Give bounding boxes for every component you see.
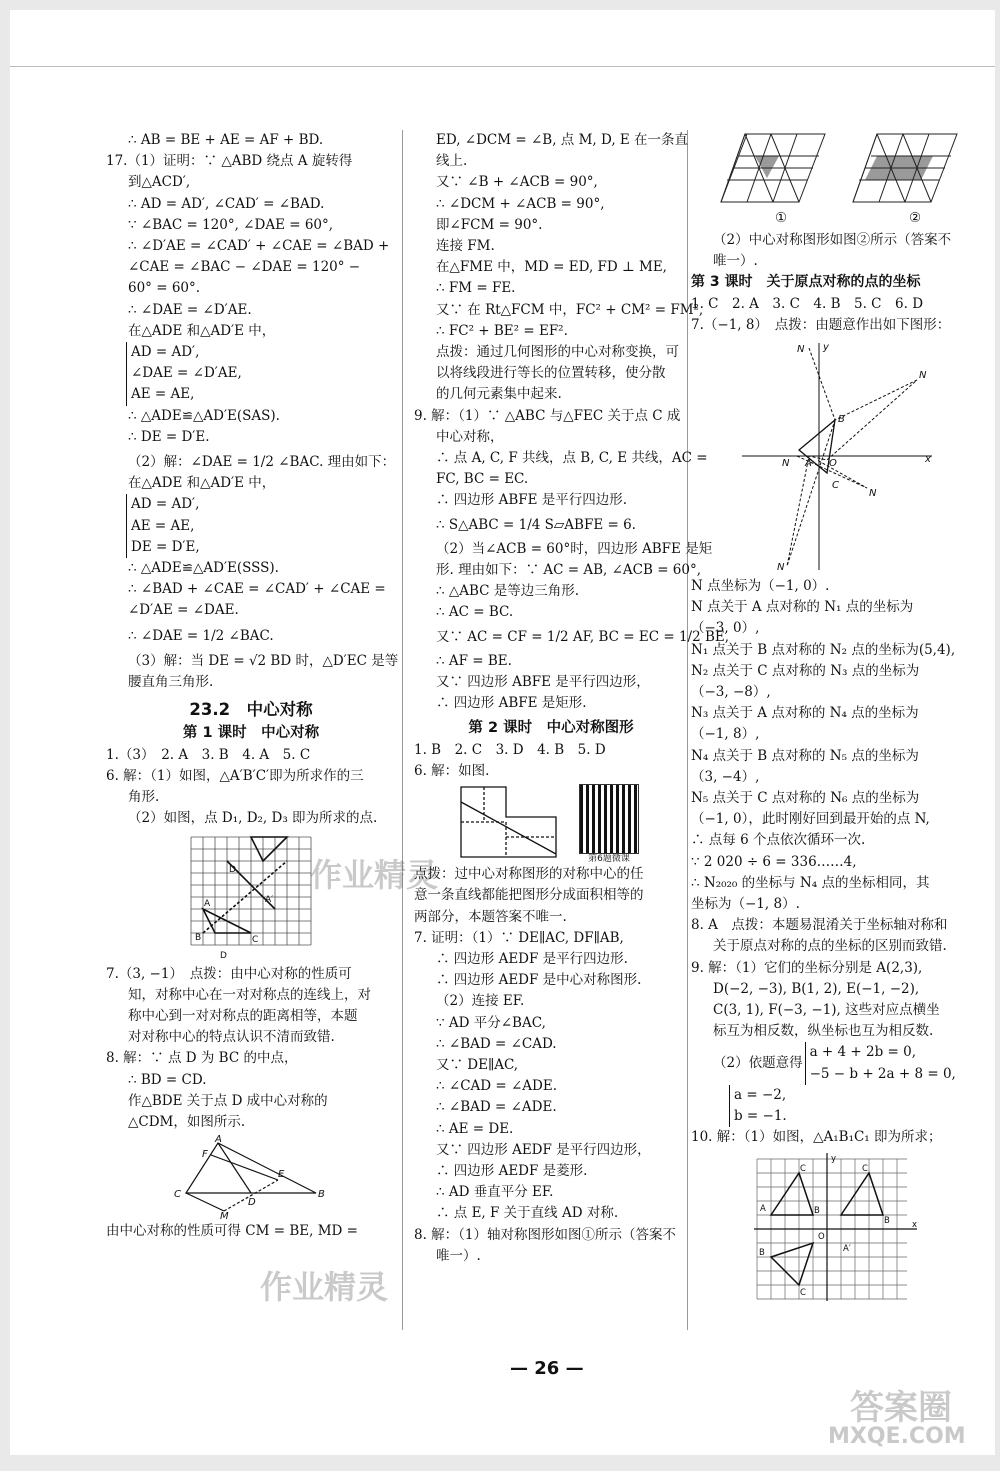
text-line: ∴ AD 垂直平分 EF.	[436, 1184, 554, 1201]
text-line: ∴ AC = BC.	[436, 604, 514, 621]
equation-system	[805, 1042, 956, 1084]
text-line: 即∠FCM = 90°.	[436, 216, 543, 233]
equation-system	[126, 494, 396, 558]
text-line: a + 4 + 2b = 0,	[809, 1044, 917, 1061]
text-line: 又∵ DE∥AC,	[436, 1056, 519, 1073]
figure-label: ②	[909, 210, 922, 226]
page-number: — 26 —	[510, 1358, 584, 1379]
svg-text:B: B	[759, 1247, 765, 1258]
svg-text:E: E	[278, 1169, 285, 1181]
text-line: 两部分，本题答案不唯一.	[414, 908, 567, 925]
text-line: N₅ 点关于 C 点对称的 N₆ 点的坐标为	[691, 790, 920, 807]
svg-text:y: y	[823, 342, 829, 354]
text-line: ∴ △ADE≌△AD′E(SAS).	[128, 407, 280, 424]
text-line: AE = AE,	[131, 517, 195, 534]
text-line: ∴ 四边形 AEDF 是菱形.	[436, 1162, 588, 1179]
text-line: FC, BC = EC.	[436, 471, 529, 488]
text-line: （2）依题意得	[713, 1055, 803, 1072]
text-line: N 点坐标为（−1, 0）.	[691, 578, 830, 595]
rhombus-figure-1	[719, 132, 829, 206]
text-line: 唯一）.	[713, 253, 758, 270]
text-line: ∴ ∠BAD = ∠CAD.	[436, 1035, 557, 1052]
text-line: 由中心对称的性质可得 CM = BE, MD =	[106, 1223, 358, 1240]
text-line: （2）如图，点 D₁, D₂, D₃ 即为所求的点.	[128, 810, 378, 827]
text-line: ∵ 2 020 ÷ 6 = 336……4,	[691, 853, 857, 870]
svg-text:D: D	[220, 950, 227, 961]
svg-text:B: B	[838, 414, 845, 426]
text-line: ∴ 点 A, C, F 共线，点 B, C, E 共线，AC =	[436, 450, 708, 467]
text-line: （2）当∠ACB = 60°时，四边形 ABFE 是矩	[436, 540, 713, 557]
figure-label: ①	[775, 210, 788, 226]
svg-text:N: N	[797, 344, 805, 356]
text-line: ∴ 四边形 AEDF 是中心对称图形.	[436, 972, 642, 989]
text-line: b = −1.	[734, 1108, 787, 1125]
text-line: 在△ADE 和△AD′E 中，	[128, 475, 276, 492]
text-line: 线上.	[436, 153, 468, 170]
svg-text:B: B	[814, 1205, 820, 1216]
text-line: 7. 证明：（1）∵ DE∥AC, DF∥AB,	[414, 929, 624, 946]
text-line: ∴ BD = CD.	[128, 1071, 207, 1088]
text-line: ∴ ∠CAD = ∠ADE.	[436, 1078, 558, 1095]
section-title: 23.2 中心对称	[189, 700, 313, 720]
text-line: 又∵ 在 Rt△FCM 中，FC² + CM² = FM²,	[436, 301, 704, 318]
text-line: 7.（−1, 8） 点拨：由题意作出如下图形：	[691, 316, 951, 333]
text-line: △CDM，如图所示.	[128, 1113, 246, 1130]
svg-text:y: y	[831, 1153, 837, 1164]
text-line: 8. A 点拨：本题易混淆关于坐标轴对称和	[691, 917, 948, 934]
text-line: ∵ ∠BAC = 120°, ∠DAE = 60°,	[128, 216, 334, 233]
svg-text:C: C	[800, 1163, 806, 1174]
equation-system	[729, 1085, 787, 1127]
text-line: 称中心到一对对称点的距离相等，本题	[128, 1007, 358, 1024]
text-line: 知，对称中心在一对对称点的连线上，对	[128, 986, 371, 1003]
text-line: （−1, 0），此时刚好回到最开始的点 N,	[691, 811, 930, 828]
svg-text:x: x	[925, 454, 931, 466]
coordinate-figure	[737, 338, 937, 574]
svg-text:A′: A′	[843, 1243, 851, 1254]
text-line: 中心对称，	[436, 428, 504, 445]
svg-text:O: O	[818, 1231, 825, 1242]
text-line: AE = AE,	[131, 386, 195, 403]
text-line: ∴ ∠D′AE = ∠CAD′ + ∠CAE = ∠BAD +	[128, 238, 390, 255]
svg-text:B: B	[318, 1189, 325, 1201]
text-line: ∠D′AE = ∠DAE.	[128, 602, 239, 619]
text-line: 1. C 2. A 3. C 4. B 5. C 6. D	[691, 295, 924, 312]
text-line: 9. 解：（1）∵ △ABC 与△FEC 关于点 C 成	[414, 407, 681, 424]
lesson-title: 第 2 课时 中心对称图形	[468, 720, 634, 737]
triangle-figure	[166, 1135, 336, 1219]
text-line: ∴ ∠BAD + ∠CAE = ∠CAD′ + ∠CAE =	[128, 581, 386, 598]
svg-text:C: C	[832, 480, 839, 492]
text-line: 坐标为（−1, 8）.	[691, 896, 800, 913]
svg-text:F: F	[202, 1149, 208, 1161]
text-line: （−3, 0）,	[691, 620, 760, 637]
text-line: 6. 解：（1）如图，△A′B′C′即为所求作的三	[106, 767, 364, 784]
text-line: ∴ AE = DE.	[436, 1120, 514, 1137]
text-line: ∴ 四边形 ABFE 是平行四边形.	[436, 492, 628, 509]
text-line: a = −2,	[734, 1086, 787, 1103]
text-line: 标互为相反数，纵坐标也互为相反数.	[713, 1023, 934, 1040]
svg-text:O: O	[829, 458, 837, 470]
svg-text:C: C	[252, 934, 259, 945]
figure-row	[414, 782, 688, 864]
text-line: N₄ 点关于 B 点对称的 N₅ 点的坐标为	[691, 747, 919, 764]
text-line: DE = D′E,	[131, 538, 200, 555]
svg-text:A: A	[805, 458, 812, 470]
text-line: 1.（3） 2. A 3. B 4. A 5. C	[106, 746, 311, 763]
lesson-title: 第 3 课时 关于原点对称的点的坐标	[691, 274, 921, 291]
answer-page	[10, 10, 995, 1455]
qr-code-icon[interactable]	[579, 784, 639, 854]
text-line: 在△FME 中，MD = ED, FD ⊥ ME,	[436, 259, 667, 276]
text-line: 又∵ AC = CF = 1/2 AF, BC = EC = 1/2 BE,	[436, 628, 730, 645]
column-right	[691, 128, 983, 1303]
text-line: ∴ 四边形 AEDF 是平行四边形.	[436, 950, 628, 967]
text-line: 形. 理由如下：∵ AC = AB, ∠ACB = 60°,	[436, 562, 702, 579]
svg-text:C: C	[800, 1287, 806, 1298]
text-line: 8. 解：∵ 点 D 为 BC 的中点，	[106, 1050, 298, 1067]
text-line: （−1, 8）,	[691, 726, 760, 743]
text-line: ∠CAE = ∠BAC − ∠DAE = 120° −	[128, 259, 361, 276]
watermark: 作业精灵	[310, 856, 439, 894]
text-line: N 点关于 A 点对称的 N₁ 点的坐标为	[691, 599, 914, 616]
svg-text:N: N	[869, 488, 877, 500]
grid-coordinate-figure	[752, 1151, 922, 1301]
text-line: 的几何元素集中起来.	[436, 386, 562, 403]
equation-system	[126, 342, 396, 406]
text-line: ∴ 点每 6 个点依次循环一次.	[691, 832, 866, 849]
text-line: 腰直角三角形.	[128, 674, 214, 691]
text-line: （3, −4）,	[691, 768, 760, 785]
column-left	[106, 130, 399, 1242]
grid-figure	[186, 832, 316, 962]
qr-caption: 第6题微课	[588, 854, 630, 865]
svg-text:A′: A′	[265, 894, 274, 905]
text-line: AD = AD′,	[131, 496, 200, 513]
text-line: 意一条直线都能把图形分成面积相等的	[414, 887, 644, 904]
text-line: ∴ AB = BE + AE = AF + BD.	[128, 132, 324, 148]
svg-text:M: M	[220, 1211, 229, 1220]
text-line: 1. B 2. C 3. D 4. B 5. D	[414, 741, 606, 758]
text-line: ∴ FC² + BE² = EF².	[436, 322, 568, 339]
qr-code-block[interactable]	[579, 784, 639, 865]
text-line: 连接 FM.	[436, 238, 495, 255]
text-line: AD = AD′,	[131, 344, 200, 361]
watermark-site: MXQE.COM	[828, 1424, 966, 1449]
text-line: 点拨：通过几何图形的中心对称变换，可	[436, 344, 679, 361]
lesson-title: 第 1 课时 中心对称	[182, 725, 320, 742]
text-line: ∴ ∠BAD = ∠ADE.	[436, 1099, 557, 1116]
text-line: 60° = 60°.	[128, 280, 201, 297]
text-line: 作△BDE 关于点 D 成中心对称的	[128, 1092, 328, 1109]
text-line: 7.（3, −1） 点拨：由中心对称的性质可	[106, 965, 352, 982]
watermark: 作业精灵	[260, 1268, 389, 1306]
text-line: ∴ △ABC 是等边三角形.	[436, 583, 580, 600]
watermark-logo: 答案圈	[850, 1388, 952, 1428]
text-line: 10. 解：（1）如图，△A₁B₁C₁ 即为所求；	[691, 1129, 942, 1146]
rhombus-figure-2	[851, 132, 961, 206]
text-line: ∴ N₂₀₂₀ 的坐标与 N₄ 点的坐标相同，其	[691, 874, 930, 891]
text-line: ∠DAE = ∠D′AE,	[131, 365, 242, 382]
text-line: 6. 解：如图.	[414, 762, 490, 779]
equation-row	[691, 1042, 983, 1084]
text-line: 角形.	[128, 789, 160, 806]
text-line: 到△ACD′,	[128, 174, 191, 191]
text-line: ∴ AD = AD′, ∠CAD′ = ∠BAD.	[128, 195, 325, 212]
svg-text:D: D	[248, 1197, 256, 1209]
text-line: ∴ ∠DCM + ∠ACB = 90°,	[436, 195, 605, 212]
text-line: ∴ ∠DAE = ∠D′AE.	[128, 301, 252, 318]
text-line: 点拨：过中心对称图形的对称中心的任	[414, 866, 644, 883]
top-rule	[10, 66, 995, 67]
text-line: ∴ 点 E, F 关于直线 AD 对称.	[436, 1205, 619, 1222]
svg-text:N: N	[782, 458, 790, 470]
text-line: （3）解：当 DE = √2 BD 时，△D′EC 是等	[128, 652, 399, 669]
text-line: 又∵ 四边形 AEDF 是平行四边形，	[436, 1141, 651, 1158]
svg-text:N: N	[919, 370, 927, 382]
text-line: 9. 解：（1）它们的坐标分别是 A(2,3),	[691, 959, 923, 976]
svg-text:N: N	[777, 562, 785, 574]
text-line: 在△ADE 和△AD′E 中，	[128, 322, 276, 339]
text-line: ∴ S△ABC = 1/4 S▱ABFE = 6.	[436, 516, 636, 533]
text-line: ∴ ∠DAE = 1/2 ∠BAC.	[128, 627, 274, 644]
svg-text:C: C	[862, 1163, 868, 1174]
text-line: 关于原点对称的点的坐标的区别而致错.	[713, 938, 947, 955]
symmetry-figures	[691, 128, 983, 230]
text-line: ∴ FM = FE.	[436, 280, 516, 297]
text-line: （−3, −8）,	[691, 684, 771, 701]
text-line: D(−2, −3), B(1, 2), E(−1, −2),	[713, 980, 920, 997]
text-line: 17.（1）证明：∵ △ABD 绕点 A 旋转得	[106, 153, 353, 170]
svg-text:C: C	[174, 1189, 181, 1201]
svg-text:D: D	[229, 864, 236, 875]
text-line: ∴ 四边形 ABFE 是矩形.	[436, 695, 587, 712]
text-line: ED, ∠DCM = ∠B, 点 M, D, E 在一条直	[436, 132, 689, 148]
text-line: ∴ △ADE≌△AD′E(SSS).	[128, 560, 279, 577]
text-line: ∴ AF = BE.	[436, 652, 512, 669]
svg-text:x: x	[912, 1219, 918, 1230]
text-line: 又∵ 四边形 ABFE 是平行四边形，	[436, 674, 650, 691]
text-line: 又∵ ∠B + ∠ACB = 90°,	[436, 174, 598, 191]
text-line: 对对称中心的特点认识不清而致错.	[128, 1029, 335, 1046]
text-line: N₁ 点关于 B 点对称的 N₂ 点的坐标为(5,4),	[691, 641, 956, 658]
svg-text:A: A	[204, 898, 211, 909]
text-line: N₃ 点关于 A 点对称的 N₄ 点的坐标为	[691, 705, 919, 722]
text-line: 8. 解：（1）轴对称图形如图①所示（答案不	[414, 1226, 677, 1243]
svg-text:A: A	[215, 1135, 222, 1146]
svg-text:A: A	[760, 1203, 766, 1214]
column-divider	[402, 130, 403, 1330]
text-line: （2）连接 EF.	[436, 993, 525, 1010]
text-line: ∵ AD 平分∠BAC,	[436, 1014, 546, 1031]
text-line: −5 − b + 2a + 8 = 0,	[809, 1065, 956, 1082]
svg-text:B: B	[884, 1215, 890, 1226]
text-line: C(3, 1), F(−3, −1), 这些对应点横坐	[713, 1002, 940, 1019]
text-line: ∴ DE = D′E.	[128, 428, 210, 445]
text-line: 唯一）.	[436, 1247, 481, 1264]
l-shape-figure	[456, 782, 564, 862]
text-line: 以将线段进行等长的位置转移，使分散	[436, 365, 666, 382]
text-line: N₂ 点关于 C 点对称的 N₃ 点的坐标为	[691, 662, 920, 679]
text-line: （2）解：∠DAE = 1/2 ∠BAC. 理由如下：	[128, 454, 396, 471]
svg-text:B: B	[195, 932, 202, 943]
text-line: （2）中心对称图形如图②所示（答案不	[713, 232, 952, 248]
equation-row	[691, 1085, 983, 1127]
